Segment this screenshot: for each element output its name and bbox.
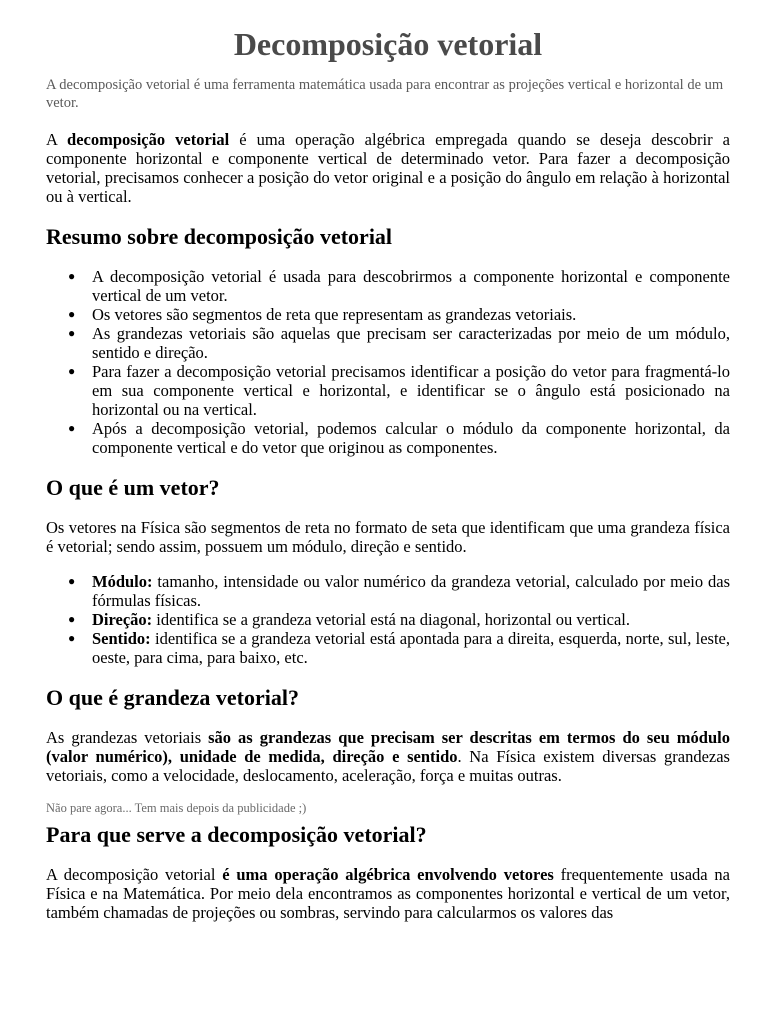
- list-item-text: identifica se a grandeza vetorial está na diagonal, horizontal ou vertical.: [152, 610, 631, 629]
- bullet-dot-icon: ●: [68, 269, 76, 283]
- grandeza-pre: As grandezas vetoriais: [46, 728, 209, 747]
- serve-pre: A decomposição vetorial: [46, 865, 223, 884]
- serve-bold: é uma operação algébrica envolvendo vetores: [222, 865, 554, 884]
- list-item: [68, 362, 730, 419]
- list-item: [68, 629, 730, 667]
- list-item-text: A decomposição vetorial é usada para descobrirmos a componente horizontal e componente vertical de um vetor.: [92, 267, 730, 305]
- list-item: [68, 267, 730, 305]
- serve-paragraph: [46, 865, 730, 922]
- list-item: [68, 610, 730, 629]
- list-item-term: Direção:: [92, 610, 153, 629]
- section-heading-grandeza: O que é grandeza vetorial?: [46, 685, 299, 710]
- list-item: [68, 419, 730, 457]
- list-item-text: tamanho, intensidade ou valor numérico da grandeza vetorial, calculado por meio das fórmulas físicas.: [92, 572, 730, 610]
- resumo-list: [46, 267, 730, 457]
- ad-note: Não pare agora... Tem mais depois da publicidade ;): [46, 801, 307, 815]
- serve-post: frequentemente usada na Física e na Matemática. Por meio dela encontramos as componentes horizontal e vertical de um vetor, também chamadas de projeções ou sombras, servindo para calcularmos os valores das: [46, 865, 730, 922]
- page-title: Decomposição vetorial: [233, 26, 543, 62]
- bullet-dot-icon: ●: [68, 326, 76, 340]
- list-item: [68, 305, 730, 324]
- list-item: [68, 324, 730, 362]
- bullet-dot-icon: ●: [68, 631, 76, 645]
- bullet-dot-icon: ●: [68, 612, 76, 626]
- section-heading-vetor: O que é um vetor?: [46, 475, 220, 500]
- list-item-text: Para fazer a decomposição vetorial precisamos identificar a posição do vetor para fragmentá-lo em sua componente vertical e horizontal, e identificar se o ângulo está posicionado na horizontal ou na vertical.: [92, 362, 730, 419]
- list-item-term: Módulo:: [92, 572, 153, 591]
- intro-paragraph: [46, 130, 730, 206]
- grandeza-bold: são as grandezas que precisam ser descritas em termos do seu módulo (valor numérico), unidade de medida, direção e sentido: [46, 728, 730, 766]
- vetor-paragraph: Os vetores na Física são segmentos de reta no formato de seta que identificam que uma grandeza física é vetorial; sendo assim, possuem um módulo, direção e sentido.: [46, 518, 730, 556]
- list-item-term: Sentido:: [92, 629, 151, 648]
- grandeza-post: . Na Física existem diversas grandezas vetoriais, como a velocidade, deslocamento, aceleração, força e muitas outras.: [46, 747, 730, 785]
- bullet-dot-icon: ●: [68, 307, 76, 321]
- bullet-dot-icon: ●: [68, 421, 76, 435]
- grandeza-paragraph: [46, 728, 730, 785]
- intro-bold: decomposição vetorial: [67, 130, 230, 149]
- list-item-text: As grandezas vetoriais são aquelas que precisam ser caracterizadas por meio de um módulo, sentido e direção.: [92, 324, 730, 362]
- list-item: [68, 572, 730, 610]
- list-item-text: Os vetores são segmentos de reta que representam as grandezas vetoriais.: [92, 305, 577, 324]
- section-heading-resumo: Resumo sobre decomposição vetorial: [46, 224, 393, 249]
- bullet-dot-icon: ●: [68, 364, 76, 378]
- article-subtitle: A decomposição vetorial é uma ferramenta matemática usada para encontrar as projeções vertical e horizontal de um vetor.: [46, 77, 724, 111]
- list-item-text: Após a decomposição vetorial, podemos calcular o módulo da componente horizontal, da componente vertical e do vetor que originou as componentes.: [92, 419, 730, 457]
- vetor-list: [46, 572, 730, 667]
- intro-pre: A: [46, 130, 68, 149]
- bullet-dot-icon: ●: [68, 574, 76, 588]
- intro-post: é uma operação algébrica empregada quando se deseja descobrir a componente horizontal e componente vertical de determinado vetor. Para fazer a decomposição vetorial, precisamos conhecer a posição do vetor original e a posição do ângulo em relação à horizontal ou à vertical.: [46, 130, 730, 206]
- list-item-text: identifica se a grandeza vetorial está apontada para a direita, esquerda, norte, sul, leste, oeste, para cima, para baixo, etc.: [92, 629, 730, 667]
- section-heading-serve: Para que serve a decomposição vetorial?: [46, 822, 427, 847]
